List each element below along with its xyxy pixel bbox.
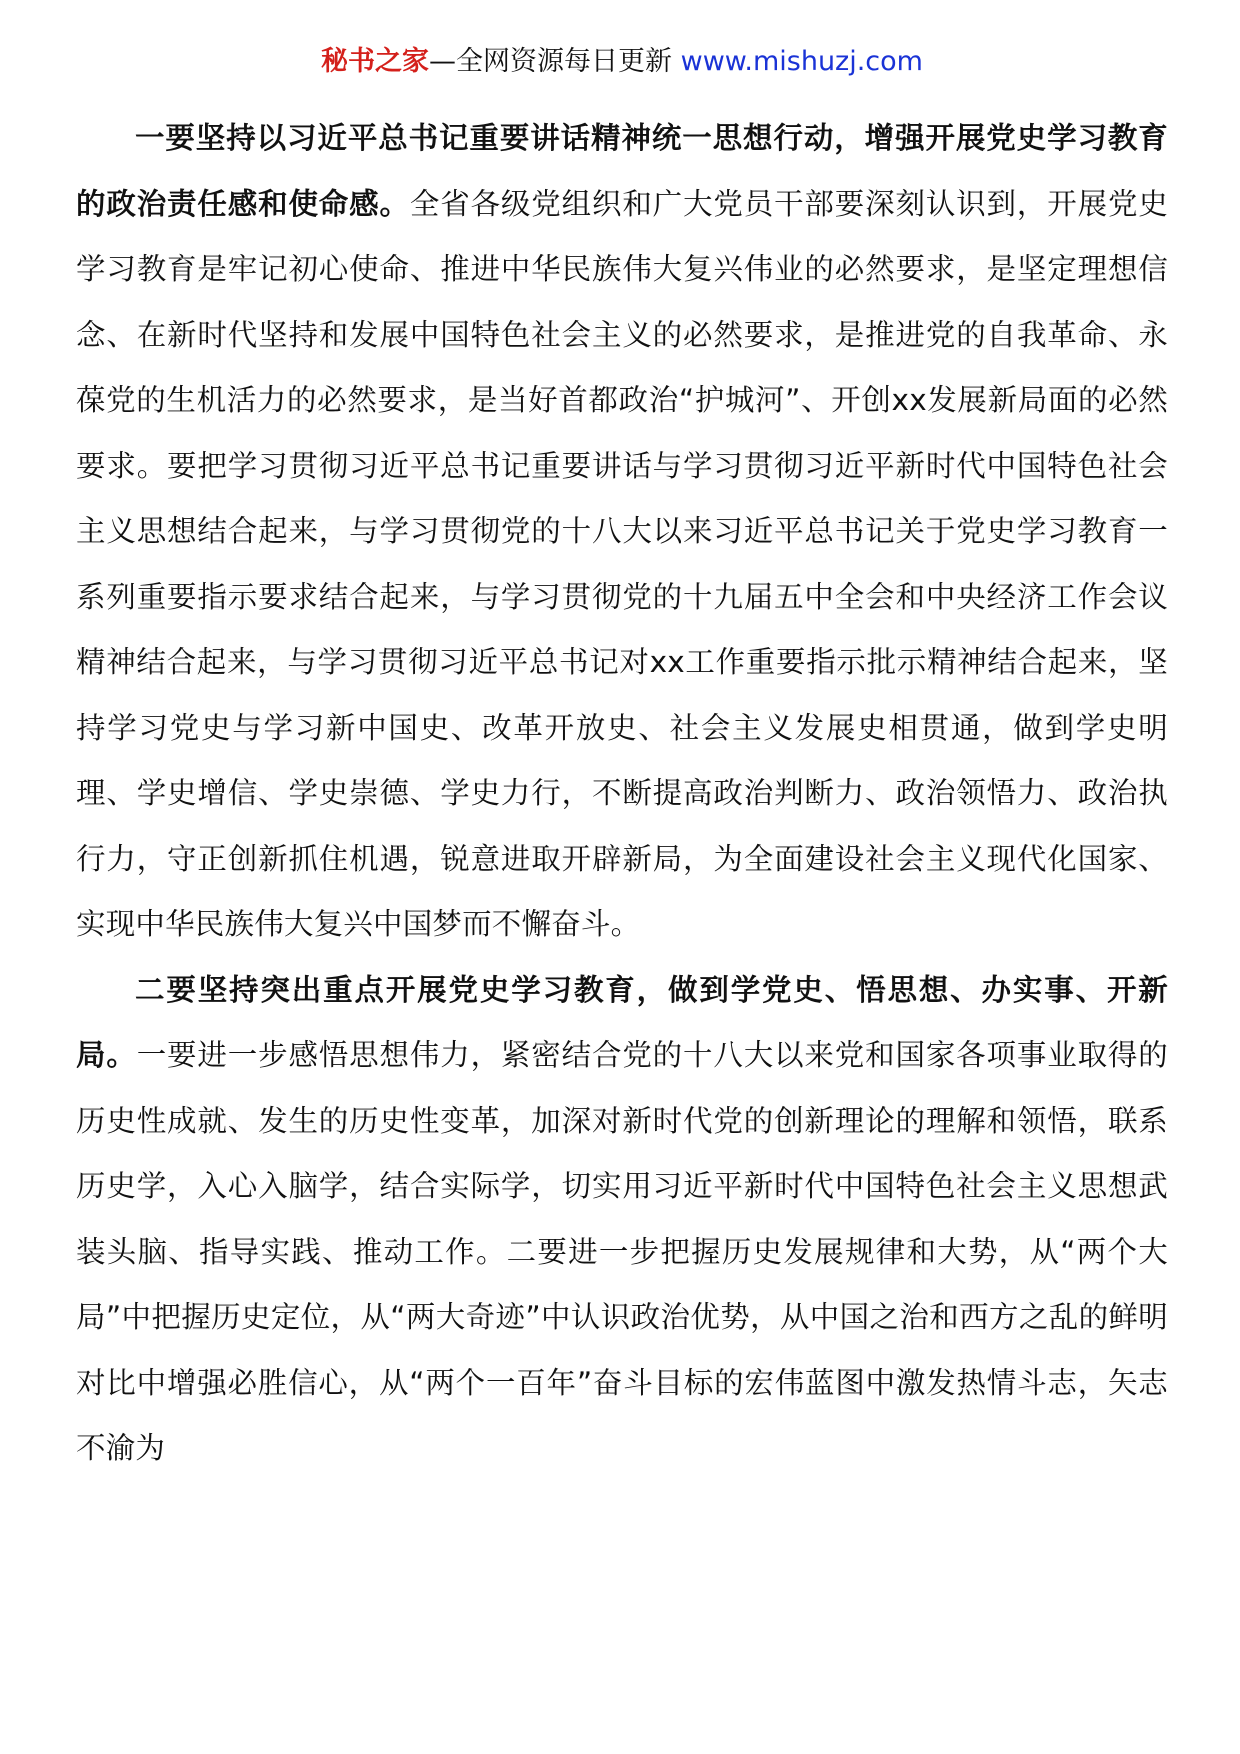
brand-name: 秘书之家 xyxy=(321,46,430,77)
paragraph-2 xyxy=(76,958,1168,1482)
paragraph-1-body: 全省各级党组织和广大党员干部要深刻认识到，开展党史学习教育是牢记初心使命、推进中华民族伟大复兴伟业的必然要求，是坚定理想信念、在新时代坚持和发展中国特色社会主义的必然要求，是推进党的自我革命、永葆党的生机活力的必然要求，是当好首都政治“护城河”、开创xx发展新局面的必然要求。要把学习贯彻习近平总书记重要讲话与学习贯彻习近平新时代中国特色社会主义思想结合起来，与学习贯彻党的十八大以来习近平总书记关于党史学习教育一系列重要指示要求结合起来，与学习贯彻党的十九届五中全会和中央经济工作会议精神结合起来，与学习贯彻习近平总书记对xx工作重要指示批示精神结合起来，坚持学习党史与学习新中国史、改革开放史、社会主义发展史相贯通，做到学史明理、学史增信、学史崇德、学史力行，不断提高政治判断力、政治领悟力、政治执行力，守正创新抓住机遇，锐意进取开辟新局，为全面建设社会主义现代化国家、实现中华民族伟大复兴中国梦而不懈奋斗。 xyxy=(76,186,1168,941)
website-link[interactable]: www.mishuzj.com xyxy=(680,46,923,77)
paragraph-2-body: 一要进一步感悟思想伟力，紧密结合党的十八大以来党和国家各项事业取得的历史性成就、发生的历史性变革，加深对新时代党的创新理论的理解和领悟，联系历史学，入心入脑学，结合实际学，切实用习近平新时代中国特色社会主义思想武装头脑、指导实践、推动工作。二要进一步把握历史发展规律和大势，从“两个大局”中把握历史定位，从“两大奇迹”中认识政治优势，从中国之治和西方之乱的鲜明对比中增强必胜信心，从“两个一百年”奋斗目标的宏伟蓝图中激发热情斗志，矢志不渝为 xyxy=(76,1038,1168,1465)
page-header xyxy=(76,40,1168,84)
paragraph-1-heading: 一要坚持以习近平总书记重要讲话精神统一思想行动，增强开展党史学习教育的政治责任感和使命感。 xyxy=(76,121,1168,221)
paragraph-2-heading: 二要坚持突出重点开展党史学习教育，做到学党史、悟思想、办实事、开新局。 xyxy=(76,972,1168,1072)
header-tagline: —全网资源每日更新 xyxy=(429,46,681,77)
paragraph-1 xyxy=(76,106,1168,958)
